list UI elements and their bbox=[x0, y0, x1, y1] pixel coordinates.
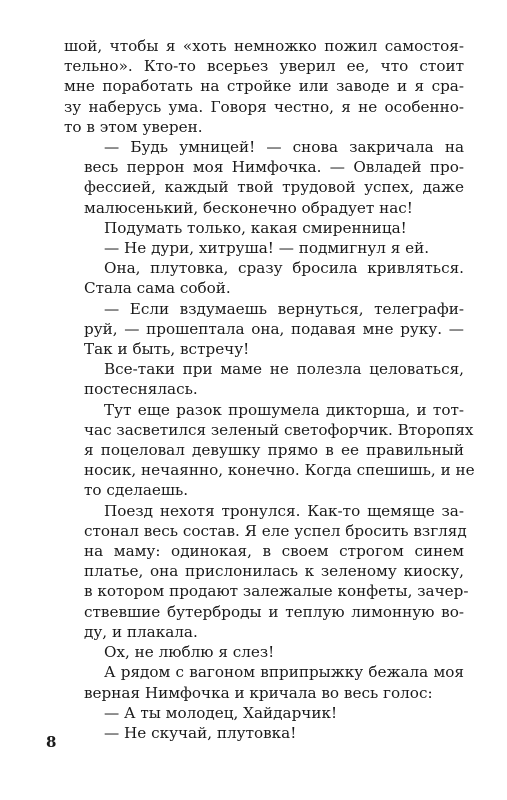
text-line: руй, — прошептала она, подавая мне руку. — bbox=[84, 319, 464, 338]
text-line: стонал весь состав. Я еле успел бросить взгляд bbox=[84, 521, 467, 540]
text-line: Ох, не люблю я слез! bbox=[104, 643, 275, 662]
text-line: Подумать только, какая смиренница! bbox=[104, 218, 407, 237]
text-line: платье, она прислонилась к зеленому киоску, bbox=[84, 562, 464, 581]
text-line: в котором продают залежалые конфеты, зачер- bbox=[84, 582, 469, 601]
page-number: 8 bbox=[46, 733, 57, 751]
text-line: А рядом с вагоном вприпрыжку бежала моя bbox=[104, 663, 464, 682]
text-line: постеснялась. bbox=[84, 380, 198, 399]
text-line: верная Нимфочка и кричала во весь голос: bbox=[84, 683, 433, 702]
text-line: то в этом уверен. bbox=[64, 117, 203, 136]
paragraph bbox=[64, 400, 475, 501]
text-line: носик, нечаянно, конечно. Когда спешишь, и не bbox=[84, 461, 475, 480]
text-line: малюсенький, бесконечно обрадует нас! bbox=[84, 198, 413, 217]
text-line: зу наберусь ума. Говоря честно, я не особенно- bbox=[64, 97, 464, 116]
text-line: шой, чтобы я «хоть немножко пожил самостоя- bbox=[64, 37, 464, 55]
text-line: — Если вздумаешь вернуться, телеграфи- bbox=[104, 299, 464, 318]
text-line: Все-таки при маме не полезла целоваться, bbox=[104, 360, 464, 379]
paragraph bbox=[64, 359, 464, 399]
text-line: Она, плутовка, сразу бросила кривляться. bbox=[104, 259, 464, 278]
text-line: ду, и плакала. bbox=[84, 622, 198, 641]
paragraph bbox=[64, 137, 464, 218]
text-line: фессией, каждый твой трудовой успех, даже bbox=[84, 178, 464, 197]
paragraph bbox=[64, 501, 469, 642]
paragraph bbox=[64, 258, 464, 298]
text-line: — Будь умницей! — снова закричала на bbox=[104, 138, 464, 157]
paragraph bbox=[64, 662, 464, 702]
paragraph bbox=[64, 299, 464, 360]
text-line: Поезд нехотя тронулся. Как-то щемяще за- bbox=[104, 501, 464, 520]
text-line: — Не скучай, плутовка! bbox=[104, 723, 297, 742]
text-line: Стала сама собой. bbox=[84, 279, 231, 298]
text-line: ствевшие бутерброды и теплую лимонную во- bbox=[84, 602, 464, 621]
text-line: я поцеловал девушку прямо в ее правильный bbox=[84, 441, 464, 460]
paragraph bbox=[64, 723, 464, 743]
paragraph bbox=[64, 703, 464, 723]
paragraph bbox=[64, 642, 464, 662]
text-line: тельно». Кто-то всерьез уверил ее, что стоит bbox=[64, 57, 464, 76]
text-line: Так и быть, встречу! bbox=[84, 340, 250, 359]
text-line: то сделаешь. bbox=[84, 481, 189, 500]
text-line: Тут еще разок прошумела дикторша, и тот- bbox=[104, 400, 464, 419]
body-text bbox=[64, 36, 475, 743]
paragraph bbox=[64, 238, 464, 258]
text-line: на маму: одинокая, в своем строгом синем bbox=[84, 542, 464, 561]
text-line: — Не дури, хитруша! — подмигнул я ей. bbox=[104, 239, 430, 258]
text-line: час засветился зеленый светофорчик. Второпях bbox=[84, 420, 474, 439]
text-line: весь перрон моя Нимфочка. — Овладей про- bbox=[84, 158, 464, 177]
text-line: мне поработать на стройке или заводе и я сра- bbox=[64, 77, 464, 96]
paragraph bbox=[64, 36, 464, 137]
text-line: — А ты молодец, Хайдарчик! bbox=[104, 703, 338, 722]
paragraph bbox=[64, 218, 464, 238]
